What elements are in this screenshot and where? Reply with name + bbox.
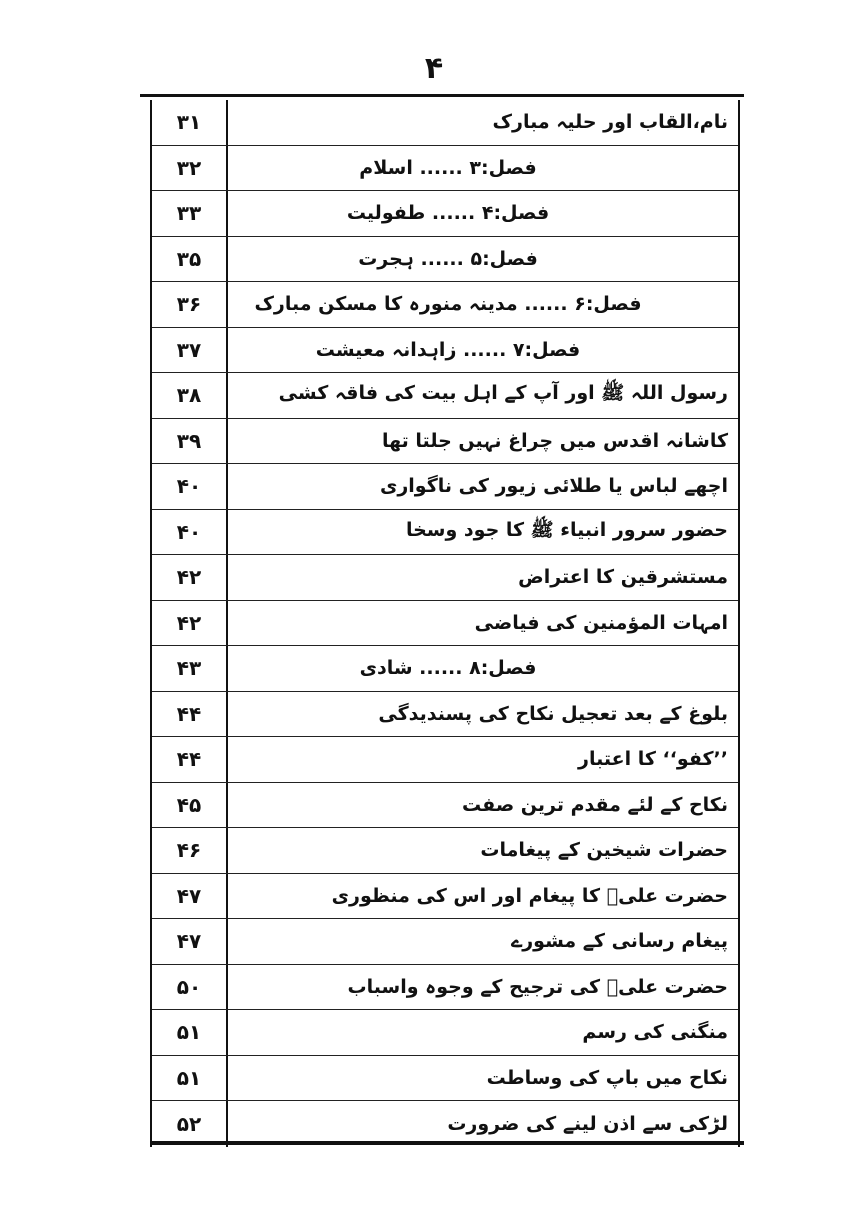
page-ref: ۳۲ bbox=[152, 146, 228, 191]
table-of-contents bbox=[150, 100, 740, 1147]
toc-row bbox=[152, 874, 738, 920]
section-title: رسول اللہ ﷺ اور آپ کے اہل بیت کی فاقہ کشی bbox=[278, 382, 728, 405]
section-title: نام،القاب اور حلیہ مبارک bbox=[492, 111, 728, 134]
toc-row bbox=[152, 783, 738, 829]
section-title: امہات المؤمنین کی فیاضی bbox=[474, 611, 728, 634]
chapter-title: فصل:۵ ...... ہجرت bbox=[358, 247, 538, 270]
toc-row bbox=[152, 919, 738, 965]
section-title: حضرت علیؓ کا پیغام اور اس کی منظوری bbox=[331, 884, 728, 907]
page-ref: ۴۳ bbox=[152, 646, 228, 691]
page-ref: ۳۱ bbox=[152, 100, 228, 145]
toc-row bbox=[152, 692, 738, 738]
chapter-title: فصل:۸ ...... شادی bbox=[359, 657, 537, 680]
toc-row bbox=[152, 328, 738, 374]
toc-row bbox=[152, 146, 738, 192]
page-ref: ۴۵ bbox=[152, 783, 228, 828]
toc-row bbox=[152, 646, 738, 692]
toc-row bbox=[152, 965, 738, 1011]
page-ref: ۴۰ bbox=[152, 464, 228, 509]
toc-row bbox=[152, 191, 738, 237]
toc-row bbox=[152, 737, 738, 783]
section-title: اچھے لباس یا طلائی زیور کی ناگواری bbox=[379, 475, 728, 498]
page-ref: ۵۲ bbox=[152, 1101, 228, 1147]
chapter-title: فصل:۶ ...... مدینہ منورہ کا مسکن مبارک bbox=[254, 293, 642, 316]
section-title: نکاح میں باپ کی وساطت bbox=[486, 1066, 728, 1089]
toc-row bbox=[152, 555, 738, 601]
page-ref: ۴۴ bbox=[152, 692, 228, 737]
section-title: نکاح کے لئے مقدم ترین صفت bbox=[462, 793, 728, 816]
section-title: کاشانہ اقدس میں چراغ نہیں جلتا تھا bbox=[382, 429, 728, 452]
toc-row bbox=[152, 419, 738, 465]
toc-row bbox=[152, 1056, 738, 1102]
section-title: لڑکی سے اذن لینے کی ضرورت bbox=[447, 1112, 728, 1135]
section-title: بلوغ کے بعد تعجیل نکاح کی پسندیدگی bbox=[378, 702, 728, 725]
page-ref: ۵۱ bbox=[152, 1056, 228, 1101]
page-number: ۴ bbox=[424, 51, 444, 86]
chapter-title: فصل:۴ ...... طفولیت bbox=[346, 202, 550, 225]
page-ref: ۵۱ bbox=[152, 1010, 228, 1055]
page-ref: ۴۰ bbox=[152, 510, 228, 555]
chapter-title: فصل:۳ ...... اسلام bbox=[359, 156, 537, 179]
page-ref: ۳۶ bbox=[152, 282, 228, 327]
page-ref: ۳۵ bbox=[152, 237, 228, 282]
page-ref: ۴۴ bbox=[152, 737, 228, 782]
section-title: مستشرقین کا اعتراض bbox=[518, 566, 728, 589]
section-title: منگنی کی رسم bbox=[582, 1021, 728, 1044]
section-title: پیغام رسانی کے مشورے bbox=[511, 930, 728, 953]
page-ref: ۴۷ bbox=[152, 874, 228, 919]
toc-row bbox=[152, 1010, 738, 1056]
toc-row bbox=[152, 510, 738, 556]
page-ref: ۳۷ bbox=[152, 328, 228, 373]
page-ref: ۴۷ bbox=[152, 919, 228, 964]
top-rule bbox=[140, 94, 744, 97]
page-ref: ۳۳ bbox=[152, 191, 228, 236]
toc-row bbox=[152, 237, 738, 283]
section-title: حضرات شیخین کے پیغامات bbox=[480, 839, 728, 862]
toc-row bbox=[152, 282, 738, 328]
toc-row bbox=[152, 100, 738, 146]
section-title: حضرت علیؓ کی ترجیح کے وجوہ واسباب bbox=[347, 975, 728, 998]
section-title: حضور سرور انبیاء ﷺ کا جود وسخا bbox=[405, 518, 728, 541]
bottom-rule bbox=[150, 1141, 744, 1145]
section-title: ’’کفو‘‘ کا اعتبار bbox=[578, 748, 728, 771]
toc-row bbox=[152, 828, 738, 874]
page-ref: ۴۶ bbox=[152, 828, 228, 873]
toc-row bbox=[152, 601, 738, 647]
page-ref: ۵۰ bbox=[152, 965, 228, 1010]
page-ref: ۴۲ bbox=[152, 601, 228, 646]
toc-row bbox=[152, 1101, 738, 1147]
page-ref: ۳۸ bbox=[152, 373, 228, 418]
toc-row bbox=[152, 464, 738, 510]
chapter-title: فصل:۷ ...... زاہدانہ معیشت bbox=[315, 338, 581, 361]
page-ref: ۴۲ bbox=[152, 555, 228, 600]
toc-row bbox=[152, 373, 738, 419]
page-ref: ۳۹ bbox=[152, 419, 228, 464]
